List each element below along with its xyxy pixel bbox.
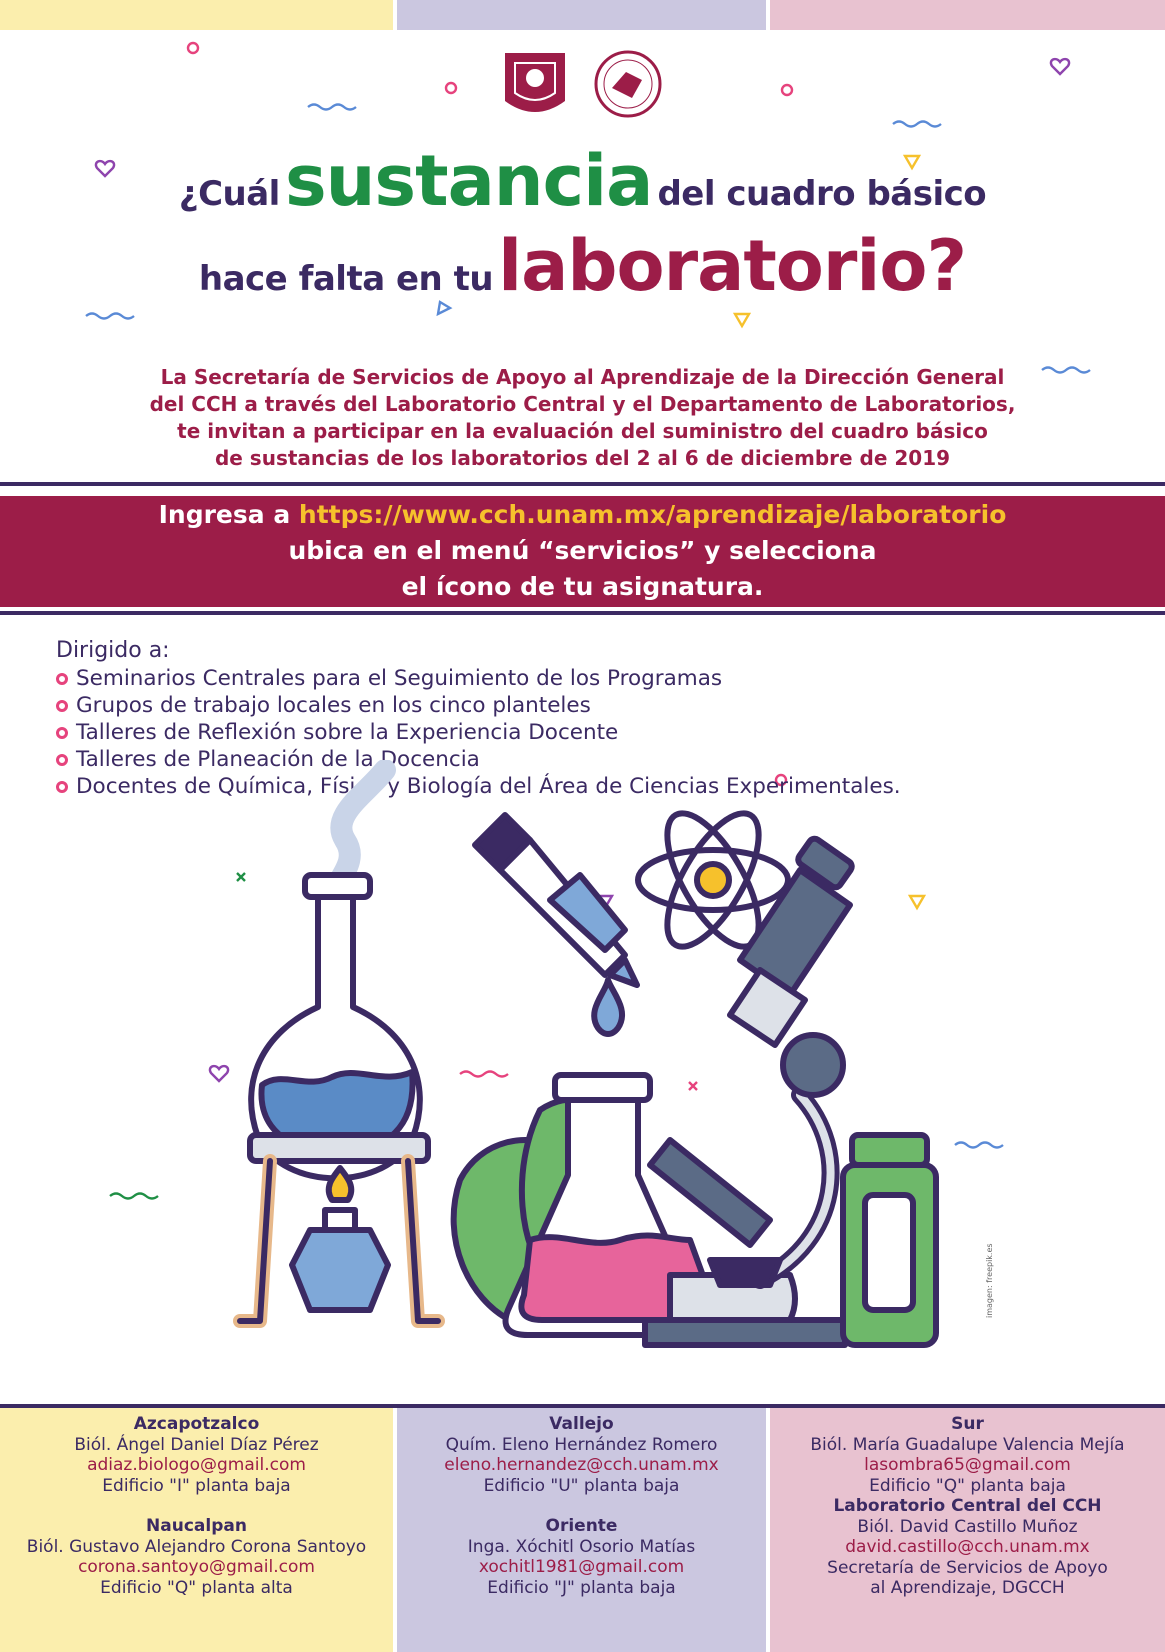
website-link[interactable]: https://www.cch.unam.mx/aprendizaje/laboratorio bbox=[298, 500, 1007, 529]
intro-paragraph bbox=[0, 364, 1165, 472]
contact-name: Biól. Gustavo Alejandro Corona Santoyo bbox=[26, 1536, 367, 1557]
contact-name: Quím. Eleno Hernández Romero bbox=[445, 1434, 718, 1455]
pipette-icon bbox=[475, 815, 637, 1034]
contact-email[interactable]: david.castillo@cch.unam.mx bbox=[845, 1537, 1090, 1557]
central-lab-title: Laboratorio Central del CCH bbox=[833, 1496, 1102, 1516]
contact-email[interactable]: adiaz.biologo@gmail.com bbox=[87, 1455, 306, 1475]
intro-line: La Secretaría de Servicios de Apoyo al Aprendizaje de la Dirección General bbox=[160, 365, 1005, 389]
contact-location: Edificio "I" planta baja bbox=[102, 1475, 291, 1496]
intro-line: te invitan a participar en la evaluación del suministro del cuadro básico bbox=[177, 419, 988, 443]
audience-item-text: Talleres de Planeación de la Docencia bbox=[76, 747, 480, 772]
contact-location: Edificio "J" planta baja bbox=[487, 1577, 676, 1598]
contacts-column-3 bbox=[770, 1408, 1165, 1652]
bullet-circle-icon bbox=[56, 700, 68, 712]
headline-line-2 bbox=[0, 225, 1165, 307]
banner-line-2: ubica en el menú “servicios” y selecciona bbox=[288, 536, 877, 565]
banner-line-1 bbox=[0, 497, 1165, 533]
campus-name: Azcapotzalco bbox=[133, 1414, 260, 1434]
campus-name: Naucalpan bbox=[146, 1516, 247, 1536]
intro-line: del CCH a través del Laboratorio Central y el Departamento de Laboratorios, bbox=[149, 392, 1016, 416]
contact-name: Biól. David Castillo Muñoz bbox=[857, 1516, 1078, 1537]
bullet-circle-icon bbox=[56, 781, 68, 793]
contact-column-content bbox=[770, 1414, 1165, 1599]
banner-prefix: Ingresa a bbox=[158, 500, 299, 529]
headline-line-1 bbox=[0, 140, 1165, 222]
audience-item-text: Talleres de Reflexión sobre la Experiencia Docente bbox=[76, 720, 619, 745]
headline-part: ¿Cuál bbox=[178, 174, 280, 214]
office-line: al Aprendizaje, DGCCH bbox=[870, 1578, 1065, 1598]
headline-keyword-sustancia: sustancia bbox=[284, 140, 653, 222]
divider-top bbox=[0, 482, 1165, 486]
burner-icon bbox=[292, 1168, 388, 1310]
spacer bbox=[397, 1496, 766, 1516]
contact-location: Edificio "Q" planta baja bbox=[869, 1475, 1066, 1496]
audience-item-text: Grupos de trabajo locales en los cinco planteles bbox=[76, 693, 591, 718]
banner-line-3: el ícono de tu asignatura. bbox=[401, 572, 764, 601]
contact-email[interactable]: lasombra65@gmail.com bbox=[864, 1455, 1071, 1475]
contact-name: Inga. Xóchitl Osorio Matías bbox=[467, 1536, 696, 1557]
audience-item bbox=[56, 692, 901, 719]
contact-location: Edificio "Q" planta alta bbox=[100, 1577, 293, 1598]
divider-bottom bbox=[0, 611, 1165, 615]
contacts-column-2 bbox=[397, 1408, 766, 1652]
audience-item bbox=[56, 719, 901, 746]
illustration-credit: imagen: freepik.es bbox=[985, 1243, 994, 1318]
lab-illustration bbox=[110, 760, 1010, 1400]
intro-line: de sustancias de los laboratorios del 2 al 6 de diciembre de 2019 bbox=[214, 446, 951, 470]
contact-email[interactable]: eleno.hernandez@cch.unam.mx bbox=[444, 1455, 719, 1475]
bullet-circle-icon bbox=[56, 673, 68, 685]
campus-name: Oriente bbox=[545, 1516, 618, 1536]
institution-logos bbox=[500, 48, 670, 123]
contact-location: Edificio "U" planta baja bbox=[483, 1475, 680, 1496]
headline-part: hace falta en tu bbox=[198, 259, 494, 299]
contact-name: Biól. Ángel Daniel Díaz Pérez bbox=[74, 1434, 319, 1455]
contact-column-content bbox=[0, 1414, 393, 1598]
audience-item-text: Seminarios Centrales para el Seguimiento de los Programas bbox=[76, 666, 723, 691]
contact-column-content bbox=[397, 1414, 766, 1598]
audience-heading: Dirigido a: bbox=[56, 638, 170, 663]
headline-part: del cuadro básico bbox=[657, 174, 987, 214]
contact-email[interactable]: corona.santoyo@gmail.com bbox=[78, 1557, 315, 1577]
campus-name: Sur bbox=[951, 1414, 984, 1434]
unam-seal-icon bbox=[505, 53, 565, 112]
contact-email[interactable]: xochitl1981@gmail.com bbox=[478, 1557, 685, 1577]
spacer bbox=[0, 1496, 393, 1516]
instructions-banner bbox=[0, 496, 1165, 607]
cch-seal-icon bbox=[596, 52, 660, 116]
headline-keyword-laboratorio: laboratorio? bbox=[498, 225, 967, 307]
bullet-circle-icon bbox=[56, 727, 68, 739]
audience-item bbox=[56, 665, 901, 692]
campus-name: Vallejo bbox=[549, 1414, 614, 1434]
bullet-circle-icon bbox=[56, 754, 68, 766]
jar-icon bbox=[843, 1135, 936, 1345]
contacts-column-1 bbox=[0, 1408, 393, 1652]
audience-item-text: Docentes de Química, Física y Biología del Área de Ciencias Experimentales. bbox=[76, 774, 901, 799]
contact-name: Biól. María Guadalupe Valencia Mejía bbox=[810, 1434, 1125, 1455]
office-line: Secretaría de Servicios de Apoyo bbox=[827, 1557, 1108, 1578]
